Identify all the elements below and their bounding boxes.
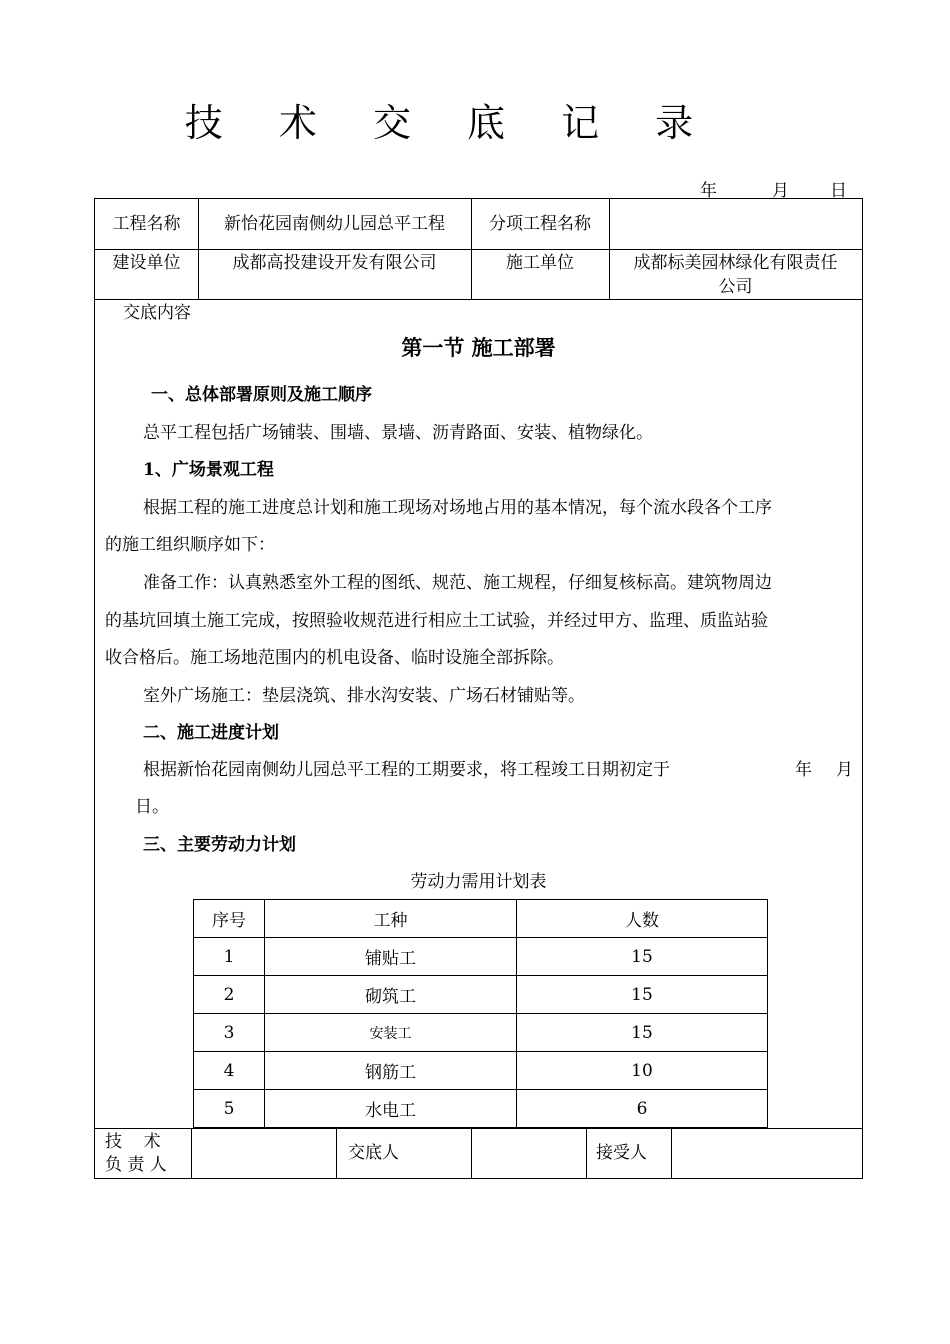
cell-count: 10 bbox=[517, 1052, 768, 1090]
row-divider bbox=[95, 299, 862, 300]
table-row bbox=[194, 1090, 768, 1128]
sub-project-label: 分项工程名称 bbox=[489, 214, 591, 234]
heading-schedule: 二、施工进度计划 bbox=[143, 723, 279, 743]
cell-index: 4 bbox=[194, 1052, 265, 1090]
cell-count: 15 bbox=[517, 976, 768, 1014]
cell-trade: 安装工 bbox=[265, 1014, 517, 1052]
heading-deployment-principles: 一、总体部署原则及施工顺序 bbox=[151, 385, 372, 405]
date-year: 年 bbox=[700, 181, 717, 201]
cell-trade: 铺贴工 bbox=[265, 938, 517, 976]
paragraph-scope: 总平工程包括广场铺装、围墙、景墙、沥青路面、安装、植物绿化。 bbox=[143, 423, 653, 443]
schedule-year: 年 bbox=[795, 760, 812, 780]
paragraph-sequence-line2: 的施工组织顺序如下： bbox=[105, 535, 275, 555]
col-divider bbox=[336, 1128, 337, 1178]
row-divider bbox=[95, 249, 862, 250]
col-divider bbox=[471, 1128, 472, 1178]
cell-trade: 水电工 bbox=[265, 1090, 517, 1128]
cell-index: 5 bbox=[194, 1090, 265, 1128]
row-divider bbox=[95, 1128, 862, 1129]
date-month: 月 bbox=[772, 181, 789, 201]
builder-value: 成都高投建设开发有限公司 bbox=[232, 253, 437, 273]
project-name-label: 工程名称 bbox=[112, 214, 181, 234]
discloser-label: 交底人 bbox=[348, 1143, 399, 1163]
paragraph-preparation-line1: 准备工作：认真熟悉室外工程的图纸、规范、施工规程，仔细复核标高。建筑物周边 bbox=[143, 573, 772, 593]
table-caption: 劳动力需用计划表 bbox=[410, 872, 547, 892]
content-label: 交底内容 bbox=[123, 303, 191, 323]
section-title: 第一节 施工部署 bbox=[401, 335, 556, 360]
col-divider bbox=[191, 1128, 192, 1178]
tech-lead-label-line2: 负 责 人 bbox=[105, 1155, 167, 1175]
col-header-count: 人数 bbox=[517, 900, 768, 938]
paragraph-preparation-line2: 的基坑回填土施工完成，按照验收规范进行相应土工试验，并经过甲方、监理、质监站验 bbox=[105, 611, 768, 631]
cell-count: 15 bbox=[517, 1014, 768, 1052]
cell-index: 2 bbox=[194, 976, 265, 1014]
receiver-label: 接受人 bbox=[596, 1143, 647, 1163]
cell-trade: 砌筑工 bbox=[265, 976, 517, 1014]
table-header-row bbox=[194, 900, 768, 938]
contractor-label: 施工单位 bbox=[506, 253, 574, 273]
paragraph-outdoor-plaza: 室外广场施工：垫层浇筑、排水沟安装、广场石材铺贴等。 bbox=[143, 686, 585, 706]
heading-plaza-landscape: 1、广场景观工程 bbox=[143, 460, 274, 480]
document-title: 技 术 交 底 记 录 bbox=[184, 101, 716, 145]
paragraph-sequence-line1: 根据工程的施工进度总计划和施工现场对场地占用的基本情况，每个流水段各个工序 bbox=[143, 498, 772, 518]
schedule-day: 日。 bbox=[135, 797, 169, 817]
col-header-index: 序号 bbox=[194, 900, 265, 938]
date-day: 日 bbox=[830, 181, 847, 201]
col-header-trade: 工种 bbox=[265, 900, 517, 938]
table-row bbox=[194, 1014, 768, 1052]
paragraph-schedule-line1: 根据新怡花园南侧幼儿园总平工程的工期要求，将工程竣工日期初定于 bbox=[143, 760, 670, 780]
col-divider bbox=[671, 1128, 672, 1178]
cell-index: 3 bbox=[194, 1014, 265, 1052]
paragraph-preparation-line3: 收合格后。施工场地范围内的机电设备、临时设施全部拆除。 bbox=[105, 648, 564, 668]
cell-index: 1 bbox=[194, 938, 265, 976]
cell-count: 15 bbox=[517, 938, 768, 976]
table-row bbox=[194, 938, 768, 976]
cell-count: 6 bbox=[517, 1090, 768, 1128]
table-row bbox=[194, 976, 768, 1014]
schedule-month: 月 bbox=[836, 760, 853, 780]
labor-plan-table bbox=[193, 899, 768, 1128]
contractor-value-line1: 成都标美园林绿化有限责任 bbox=[633, 253, 838, 273]
contractor-value-line2: 公司 bbox=[718, 277, 753, 297]
tech-lead-label-line1: 技 术 bbox=[105, 1132, 161, 1152]
col-divider bbox=[586, 1128, 587, 1178]
project-name-value: 新怡花园南侧幼儿园总平工程 bbox=[224, 214, 445, 234]
cell-trade: 钢筋工 bbox=[265, 1052, 517, 1090]
heading-labor-plan: 三、主要劳动力计划 bbox=[143, 835, 296, 855]
table-row bbox=[194, 1052, 768, 1090]
builder-label: 建设单位 bbox=[112, 253, 181, 273]
disclosure-form bbox=[94, 198, 863, 1179]
